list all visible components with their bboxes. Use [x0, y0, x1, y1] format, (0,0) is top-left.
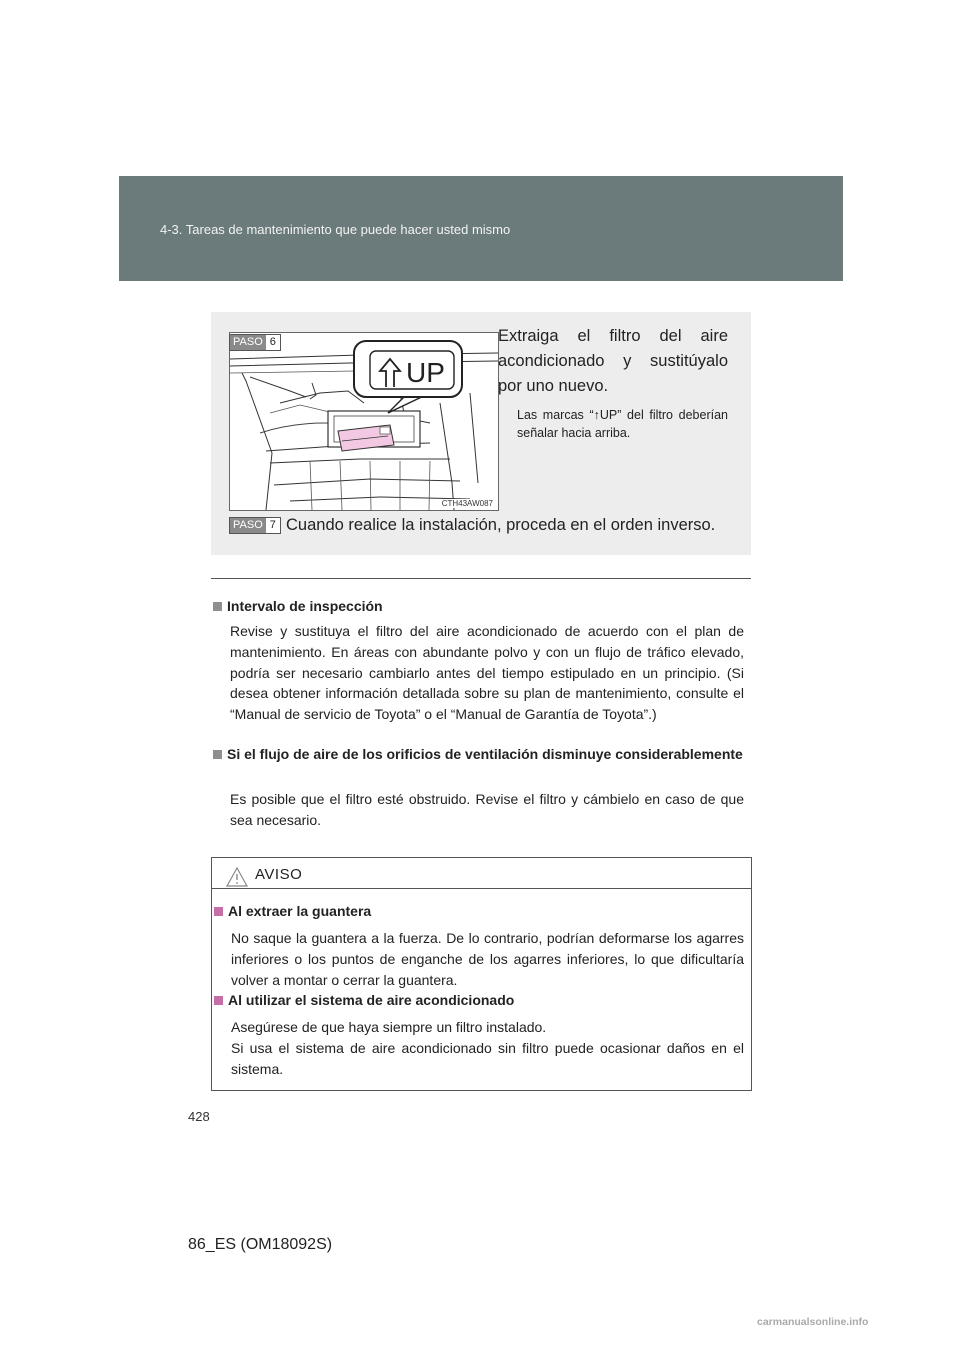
- figure-code: CTH43AW087: [441, 499, 493, 508]
- section-heading-text: Si el flujo de aire de los orificios de ventilación disminuye considerablemente: [227, 746, 743, 762]
- step-7-badge: [229, 517, 281, 534]
- callout-label: UP: [406, 357, 445, 388]
- section-heading: [213, 596, 383, 616]
- page-number: 428: [188, 1109, 210, 1124]
- step-7-text: Cuando realice la instalación, proceda en el orden inverso.: [286, 516, 716, 534]
- warning-triangle-icon: [226, 867, 248, 887]
- badge-word: PASO: [230, 335, 266, 350]
- divider: [211, 578, 751, 579]
- square-bullet-icon: [213, 602, 222, 611]
- badge-number: 6: [269, 336, 276, 348]
- warning-body: No saque la guantera a la fuerza. De lo contrario, podrían deformarse los agarres inferiores o los puntos de enganche de los agarres inferiores, lo que dificultaría volver a montar o cerrar la guantera.: [231, 930, 744, 988]
- warning-box: [211, 857, 752, 1091]
- square-bullet-icon: [214, 907, 223, 916]
- watermark: carmanualsonline.info: [757, 1316, 869, 1328]
- square-bullet-icon: [214, 996, 223, 1005]
- step-6-note: Las marcas “↑UP” del filtro deberían señalar hacia arriba.: [517, 408, 728, 440]
- warning-heading-text: Al extraer la guantera: [228, 903, 372, 919]
- glovebox-drawing: [230, 333, 498, 510]
- warning-body: Asegúrese de que haya siempre un filtro instalado. Si usa el sistema de aire acondicionado sin filtro puede ocasionar daños en el sistema.: [231, 1019, 744, 1077]
- square-bullet-icon: [213, 750, 222, 759]
- warning-title: AVISO: [255, 866, 303, 883]
- warning-separator: [212, 888, 751, 889]
- warning-heading: [214, 990, 514, 1010]
- section-heading-text: Intervalo de inspección: [227, 598, 383, 614]
- warning-heading-text: Al utilizar el sistema de aire acondicionado: [228, 992, 515, 1008]
- step-6-text: Extraiga el filtro del aire acondicionado y sustitúyalo por uno nuevo.: [498, 327, 728, 395]
- warning-heading: [214, 901, 371, 921]
- filter-illustration: [229, 332, 499, 511]
- document-code: 86_ES (OM18092S): [188, 1236, 333, 1253]
- badge-word: PASO: [230, 518, 266, 533]
- step-6-badge: [229, 334, 281, 351]
- section-body: Es posible que el filtro esté obstruido. Revise el filtro y cámbielo en caso de que sea necesario.: [230, 791, 744, 828]
- section-body: Revise y sustituya el filtro del aire acondicionado de acuerdo con el plan de mantenimiento. En áreas con abundante polvo y con un flujo de tráfico elevado, podría ser necesario cambiarlo antes del tiempo estipulado en un principio. (Si desea obtener información detallada sobre su plan de mantenimiento, consulte el “Manual de servicio de Toyota” o el “Manual de Garantía de Toyota”.): [230, 623, 744, 723]
- section-title: 4-3. Tareas de mantenimiento que puede hacer usted mismo: [160, 222, 511, 237]
- section-heading: [213, 744, 744, 764]
- badge-number: 7: [269, 519, 276, 531]
